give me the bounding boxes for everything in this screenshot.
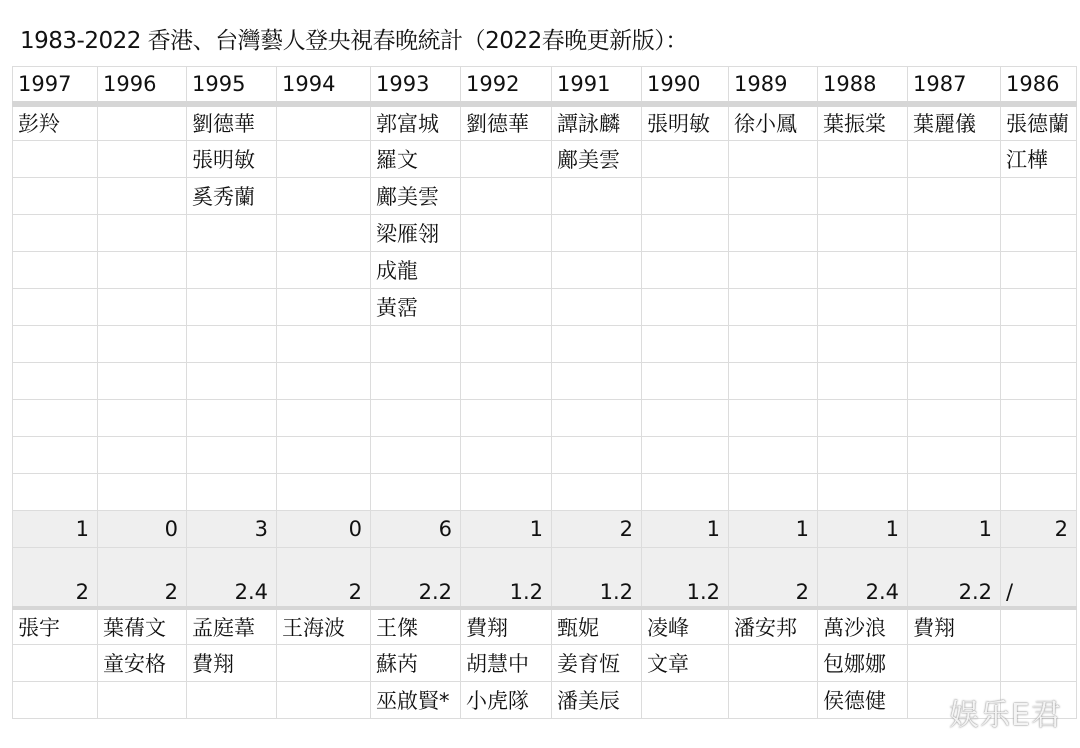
- table-cell: [818, 326, 908, 363]
- table-cell: 2: [729, 548, 818, 608]
- count-row: [13, 511, 1077, 548]
- table-cell: [908, 363, 1001, 400]
- table-cell: 文章: [642, 645, 729, 682]
- table-cell: 甄妮: [552, 608, 642, 645]
- table-cell: 奚秀蘭: [187, 178, 277, 215]
- table-cell: [1001, 645, 1077, 682]
- table-cell: [187, 437, 277, 474]
- table-cell: [1001, 437, 1077, 474]
- table-cell: [1001, 608, 1077, 645]
- table-cell: [371, 326, 461, 363]
- table-cell: [461, 289, 552, 326]
- table-row: [13, 104, 1077, 141]
- table-cell: [818, 252, 908, 289]
- table-cell: 鄺美雲: [371, 178, 461, 215]
- table-cell: [98, 289, 187, 326]
- table-cell: 1.2: [642, 548, 729, 608]
- table-cell: [461, 437, 552, 474]
- table-cell: [277, 289, 371, 326]
- table-cell: [729, 252, 818, 289]
- table-cell: 張明敏: [187, 141, 277, 178]
- table-cell: 潘美辰: [552, 682, 642, 719]
- table-cell: [98, 363, 187, 400]
- table-cell: [277, 215, 371, 252]
- table-cell: 費翔: [908, 608, 1001, 645]
- table-cell: [818, 215, 908, 252]
- table-cell: [13, 178, 98, 215]
- table-cell: 2.2: [908, 548, 1001, 608]
- table-row: [13, 215, 1077, 252]
- table-cell: 孟庭葦: [187, 608, 277, 645]
- table-cell: [13, 437, 98, 474]
- table-cell: [13, 326, 98, 363]
- table-cell: [461, 400, 552, 437]
- table-cell: [13, 141, 98, 178]
- table-cell: [187, 252, 277, 289]
- table-cell: 蘇芮: [371, 645, 461, 682]
- table-cell: [642, 400, 729, 437]
- table-cell: [187, 400, 277, 437]
- table-cell: 1996: [98, 67, 187, 104]
- table-cell: 1: [908, 511, 1001, 548]
- table-cell: 彭羚: [13, 104, 98, 141]
- table-cell: 小虎隊: [461, 682, 552, 719]
- table-cell: [277, 400, 371, 437]
- page-title: 1983-2022 香港、台灣藝人登央視春晚統計（2022春晚更新版）：: [20, 28, 688, 54]
- table-row: [13, 400, 1077, 437]
- table-cell: 2: [13, 548, 98, 608]
- table-cell: [98, 474, 187, 511]
- table-cell: [908, 400, 1001, 437]
- table-cell: [13, 215, 98, 252]
- table-cell: 2: [277, 548, 371, 608]
- table-cell: [13, 645, 98, 682]
- table-cell: 1: [642, 511, 729, 548]
- table-cell: [642, 437, 729, 474]
- table-cell: 1990: [642, 67, 729, 104]
- table-cell: 1994: [277, 67, 371, 104]
- table-cell: [908, 215, 1001, 252]
- table-cell: 葉振棠: [818, 104, 908, 141]
- table-cell: [908, 645, 1001, 682]
- table-row: [13, 178, 1077, 215]
- table-cell: 劉德華: [187, 104, 277, 141]
- table-cell: [818, 289, 908, 326]
- table-cell: [552, 400, 642, 437]
- table-cell: [818, 141, 908, 178]
- table-cell: [729, 141, 818, 178]
- table-cell: 江樺: [1001, 141, 1077, 178]
- table-row: [13, 645, 1077, 682]
- table-cell: 譚詠麟: [552, 104, 642, 141]
- table-cell: [1001, 363, 1077, 400]
- table-cell: 1989: [729, 67, 818, 104]
- table-cell: [98, 682, 187, 719]
- table-cell: [552, 178, 642, 215]
- table-cell: [729, 400, 818, 437]
- table-cell: [552, 326, 642, 363]
- table-row: [13, 289, 1077, 326]
- table-cell: [908, 289, 1001, 326]
- table-cell: 3: [187, 511, 277, 548]
- table-cell: [187, 363, 277, 400]
- table-cell: [13, 400, 98, 437]
- table-cell: /: [1001, 548, 1077, 608]
- table-cell: [187, 215, 277, 252]
- table-cell: [1001, 215, 1077, 252]
- table-cell: [552, 437, 642, 474]
- table-cell: 黃霑: [371, 289, 461, 326]
- table-cell: [908, 178, 1001, 215]
- table-cell: 成龍: [371, 252, 461, 289]
- table-cell: [729, 326, 818, 363]
- stats-table: [12, 66, 1077, 719]
- table-cell: 童安格: [98, 645, 187, 682]
- table-cell: [187, 326, 277, 363]
- table-cell: [729, 682, 818, 719]
- table-cell: [98, 252, 187, 289]
- table-cell: [277, 645, 371, 682]
- table-row: [13, 608, 1077, 645]
- table-cell: 鄺美雲: [552, 141, 642, 178]
- table-cell: 1995: [187, 67, 277, 104]
- table-cell: 2: [1001, 511, 1077, 548]
- table-row: [13, 437, 1077, 474]
- table-cell: [642, 326, 729, 363]
- table-cell: [98, 437, 187, 474]
- table-cell: [98, 215, 187, 252]
- table-cell: [642, 289, 729, 326]
- table-cell: 劉德華: [461, 104, 552, 141]
- year-header-row: [13, 67, 1077, 104]
- table-cell: [461, 178, 552, 215]
- table-cell: [277, 178, 371, 215]
- table-cell: [552, 289, 642, 326]
- table-cell: 張德蘭: [1001, 104, 1077, 141]
- table-cell: 1991: [552, 67, 642, 104]
- table-cell: [552, 215, 642, 252]
- table-cell: [818, 400, 908, 437]
- table-cell: 羅文: [371, 141, 461, 178]
- table-cell: [908, 437, 1001, 474]
- table-cell: [98, 178, 187, 215]
- table-cell: [461, 252, 552, 289]
- table-cell: [13, 289, 98, 326]
- table-cell: 1: [13, 511, 98, 548]
- table-cell: [277, 141, 371, 178]
- table-cell: [1001, 474, 1077, 511]
- table-cell: [1001, 178, 1077, 215]
- table-cell: [13, 474, 98, 511]
- table-cell: 張明敏: [642, 104, 729, 141]
- table-cell: [552, 474, 642, 511]
- table-cell: 費翔: [461, 608, 552, 645]
- table-cell: 潘安邦: [729, 608, 818, 645]
- table-cell: 0: [277, 511, 371, 548]
- table-cell: [1001, 326, 1077, 363]
- table-row: [13, 682, 1077, 719]
- table-cell: [98, 141, 187, 178]
- table-cell: 葉麗儀: [908, 104, 1001, 141]
- table-cell: [908, 326, 1001, 363]
- table-row: [13, 141, 1077, 178]
- table-cell: 2.2: [371, 548, 461, 608]
- table-cell: 1: [461, 511, 552, 548]
- table-cell: 王海波: [277, 608, 371, 645]
- table-cell: [642, 178, 729, 215]
- table-cell: [277, 252, 371, 289]
- table-cell: 徐小鳳: [729, 104, 818, 141]
- table-cell: [187, 474, 277, 511]
- table-row: [13, 326, 1077, 363]
- watermark: 娱乐E君: [949, 698, 1062, 733]
- table-cell: [461, 141, 552, 178]
- table-cell: [642, 252, 729, 289]
- table-cell: 萬沙浪: [818, 608, 908, 645]
- table-cell: 2: [98, 548, 187, 608]
- table-cell: [1001, 400, 1077, 437]
- table-cell: [98, 400, 187, 437]
- table-cell: 1: [729, 511, 818, 548]
- table-cell: 郭富城: [371, 104, 461, 141]
- table-cell: 侯德健: [818, 682, 908, 719]
- table-cell: 1992: [461, 67, 552, 104]
- table-cell: [818, 178, 908, 215]
- table-cell: [818, 363, 908, 400]
- table-cell: [98, 104, 187, 141]
- table-cell: 費翔: [187, 645, 277, 682]
- table-cell: [642, 474, 729, 511]
- table-cell: 2: [552, 511, 642, 548]
- table-cell: [642, 363, 729, 400]
- table-cell: [13, 363, 98, 400]
- table-cell: [729, 363, 818, 400]
- table-cell: 1.2: [552, 548, 642, 608]
- table-cell: [371, 474, 461, 511]
- table-cell: [277, 104, 371, 141]
- table-cell: [818, 437, 908, 474]
- table-cell: 1988: [818, 67, 908, 104]
- table-cell: [277, 437, 371, 474]
- table-cell: [552, 363, 642, 400]
- table-cell: [818, 474, 908, 511]
- table-cell: [642, 215, 729, 252]
- table-cell: [729, 474, 818, 511]
- table-cell: [461, 326, 552, 363]
- table-cell: [187, 682, 277, 719]
- table-cell: [371, 363, 461, 400]
- table-cell: 1.2: [461, 548, 552, 608]
- table-cell: [729, 215, 818, 252]
- table-cell: [642, 141, 729, 178]
- table-cell: [277, 474, 371, 511]
- table-cell: [371, 400, 461, 437]
- table-row: [13, 474, 1077, 511]
- table-cell: 2.4: [187, 548, 277, 608]
- table-cell: 1: [818, 511, 908, 548]
- table-cell: 1997: [13, 67, 98, 104]
- table-cell: [277, 326, 371, 363]
- table-cell: 巫啟賢*: [371, 682, 461, 719]
- table-cell: [277, 682, 371, 719]
- table-cell: [1001, 252, 1077, 289]
- table-row: [13, 363, 1077, 400]
- table-cell: [1001, 289, 1077, 326]
- table-cell: [371, 437, 461, 474]
- table-cell: 王傑: [371, 608, 461, 645]
- table-cell: 葉蒨文: [98, 608, 187, 645]
- table-cell: 6: [371, 511, 461, 548]
- table-cell: 1986: [1001, 67, 1077, 104]
- table-cell: [729, 437, 818, 474]
- table-cell: [461, 363, 552, 400]
- average-row: [13, 548, 1077, 608]
- table-row: [13, 252, 1077, 289]
- table-cell: 胡慧中: [461, 645, 552, 682]
- table-cell: [13, 252, 98, 289]
- table-cell: 凌峰: [642, 608, 729, 645]
- table-cell: 梁雁翎: [371, 215, 461, 252]
- table-cell: [277, 363, 371, 400]
- table-cell: 姜育恆: [552, 645, 642, 682]
- table-cell: [908, 141, 1001, 178]
- table-cell: 0: [98, 511, 187, 548]
- table-cell: 包娜娜: [818, 645, 908, 682]
- table-cell: [729, 178, 818, 215]
- table-cell: 1987: [908, 67, 1001, 104]
- table-cell: 張宇: [13, 608, 98, 645]
- table-cell: [908, 474, 1001, 511]
- table-cell: [729, 289, 818, 326]
- table-cell: [13, 682, 98, 719]
- table-cell: 1993: [371, 67, 461, 104]
- table-cell: [461, 474, 552, 511]
- table-cell: [642, 682, 729, 719]
- table-cell: [98, 326, 187, 363]
- table-cell: [461, 215, 552, 252]
- table-cell: [552, 252, 642, 289]
- table-cell: 2.4: [818, 548, 908, 608]
- table-cell: [908, 252, 1001, 289]
- table-cell: [729, 645, 818, 682]
- table-cell: [187, 289, 277, 326]
